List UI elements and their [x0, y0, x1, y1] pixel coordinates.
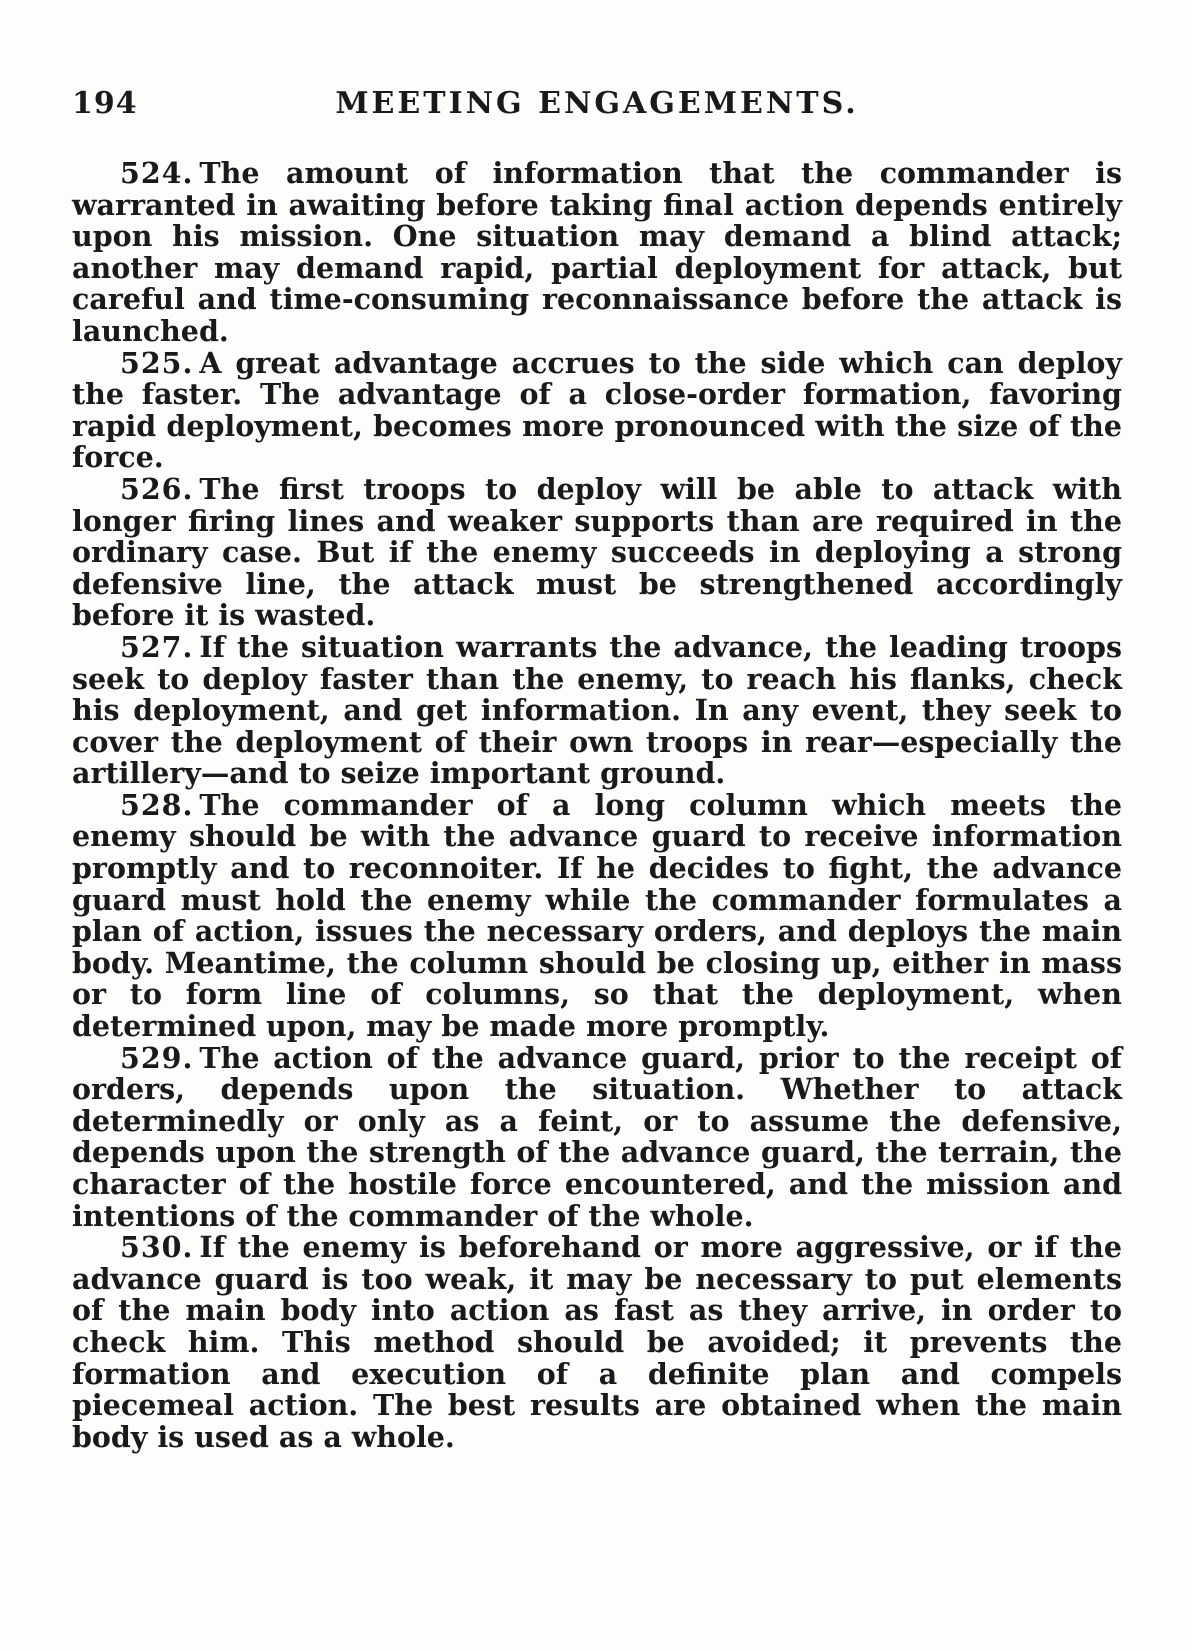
- paragraph-text: The first troops to deploy will be able to attack with longer firing lines and weaker supports than are required in the ordinary case. But if the enemy succeeds in deploying a strong defensive line, the attack must be strengthened accordingly before it is wasted.: [72, 471, 1122, 633]
- paragraph-text: If the situation warrants the advance, the leading troops seek to deploy faster than the enemy, to reach his flanks, check his deployment, and get information. In any event, they seek to cover the deployment of their own troops in rear—especially the artillery—and to seize important ground.: [72, 629, 1122, 791]
- paragraph-number: 527.: [120, 629, 194, 664]
- paragraph-text: If the enemy is beforehand or more aggressive, or if the advance guard is too weak, it may be necessary to put elements of the main body into action as fast as they arrive, in order to check him. This method should be avoided; it prevents the formation and execution of a definite plan and compels piecemeal action. The best results are obtained when the main body is used as a whole.: [72, 1230, 1122, 1454]
- paragraph-527: [72, 629, 1122, 791]
- paragraph-526: [72, 471, 1122, 633]
- paragraph-number: 524.: [120, 156, 194, 190]
- paragraph-524: [72, 158, 1122, 348]
- page-header: [72, 86, 1122, 136]
- paragraph-number: 526.: [120, 471, 194, 506]
- paragraph-528: [72, 787, 1122, 1044]
- paragraph-530: [72, 1232, 1122, 1453]
- paragraph-number: 529.: [120, 1040, 194, 1075]
- paragraph-number: 530.: [120, 1230, 194, 1265]
- paragraph-text: A great advantage accrues to the side which can deploy the faster. The advantage of a close-order formation, favoring rapid deployment, becomes more pronounced with the size of the force.: [72, 345, 1122, 475]
- paragraph-text: The amount of information that the commander is warranted in awaiting before taking final action depends entirely upon his mission. One situation may demand a blind attack; another may demand rapid, partial deployment for attack, but careful and time-consuming reconnaissance before the attack is launched.: [72, 156, 1122, 348]
- page-number: 194: [72, 86, 138, 121]
- paragraph-529: [72, 1040, 1122, 1233]
- paragraph-number: 528.: [120, 787, 194, 822]
- paragraph-text: The commander of a long column which meets the enemy should be with the advance guard to receive information promptly and to reconnoiter. If he decides to fight, the advance guard must hold the enemy while the commander formulates a plan of action, issues the necessary orders, and deploys the main body. Meantime, the column should be closing up, either in mass or to form line of columns, so that the deployment, when determined upon, may be made more promptly.: [72, 787, 1122, 1044]
- running-title: MEETING ENGAGEMENTS.: [335, 86, 859, 121]
- body-text: [72, 158, 1122, 1453]
- paragraph-number: 525.: [120, 345, 194, 380]
- paragraph-525: [72, 345, 1122, 475]
- paragraph-text: The action of the advance guard, prior to the receipt of orders, depends upon the situation. Whether to attack determinedly or only as a feint, or to assume the defensive, depends upon the strength of the advance guard, the terrain, the character of the hostile force encountered, and the mission and intentions of the commander of the whole.: [72, 1040, 1122, 1233]
